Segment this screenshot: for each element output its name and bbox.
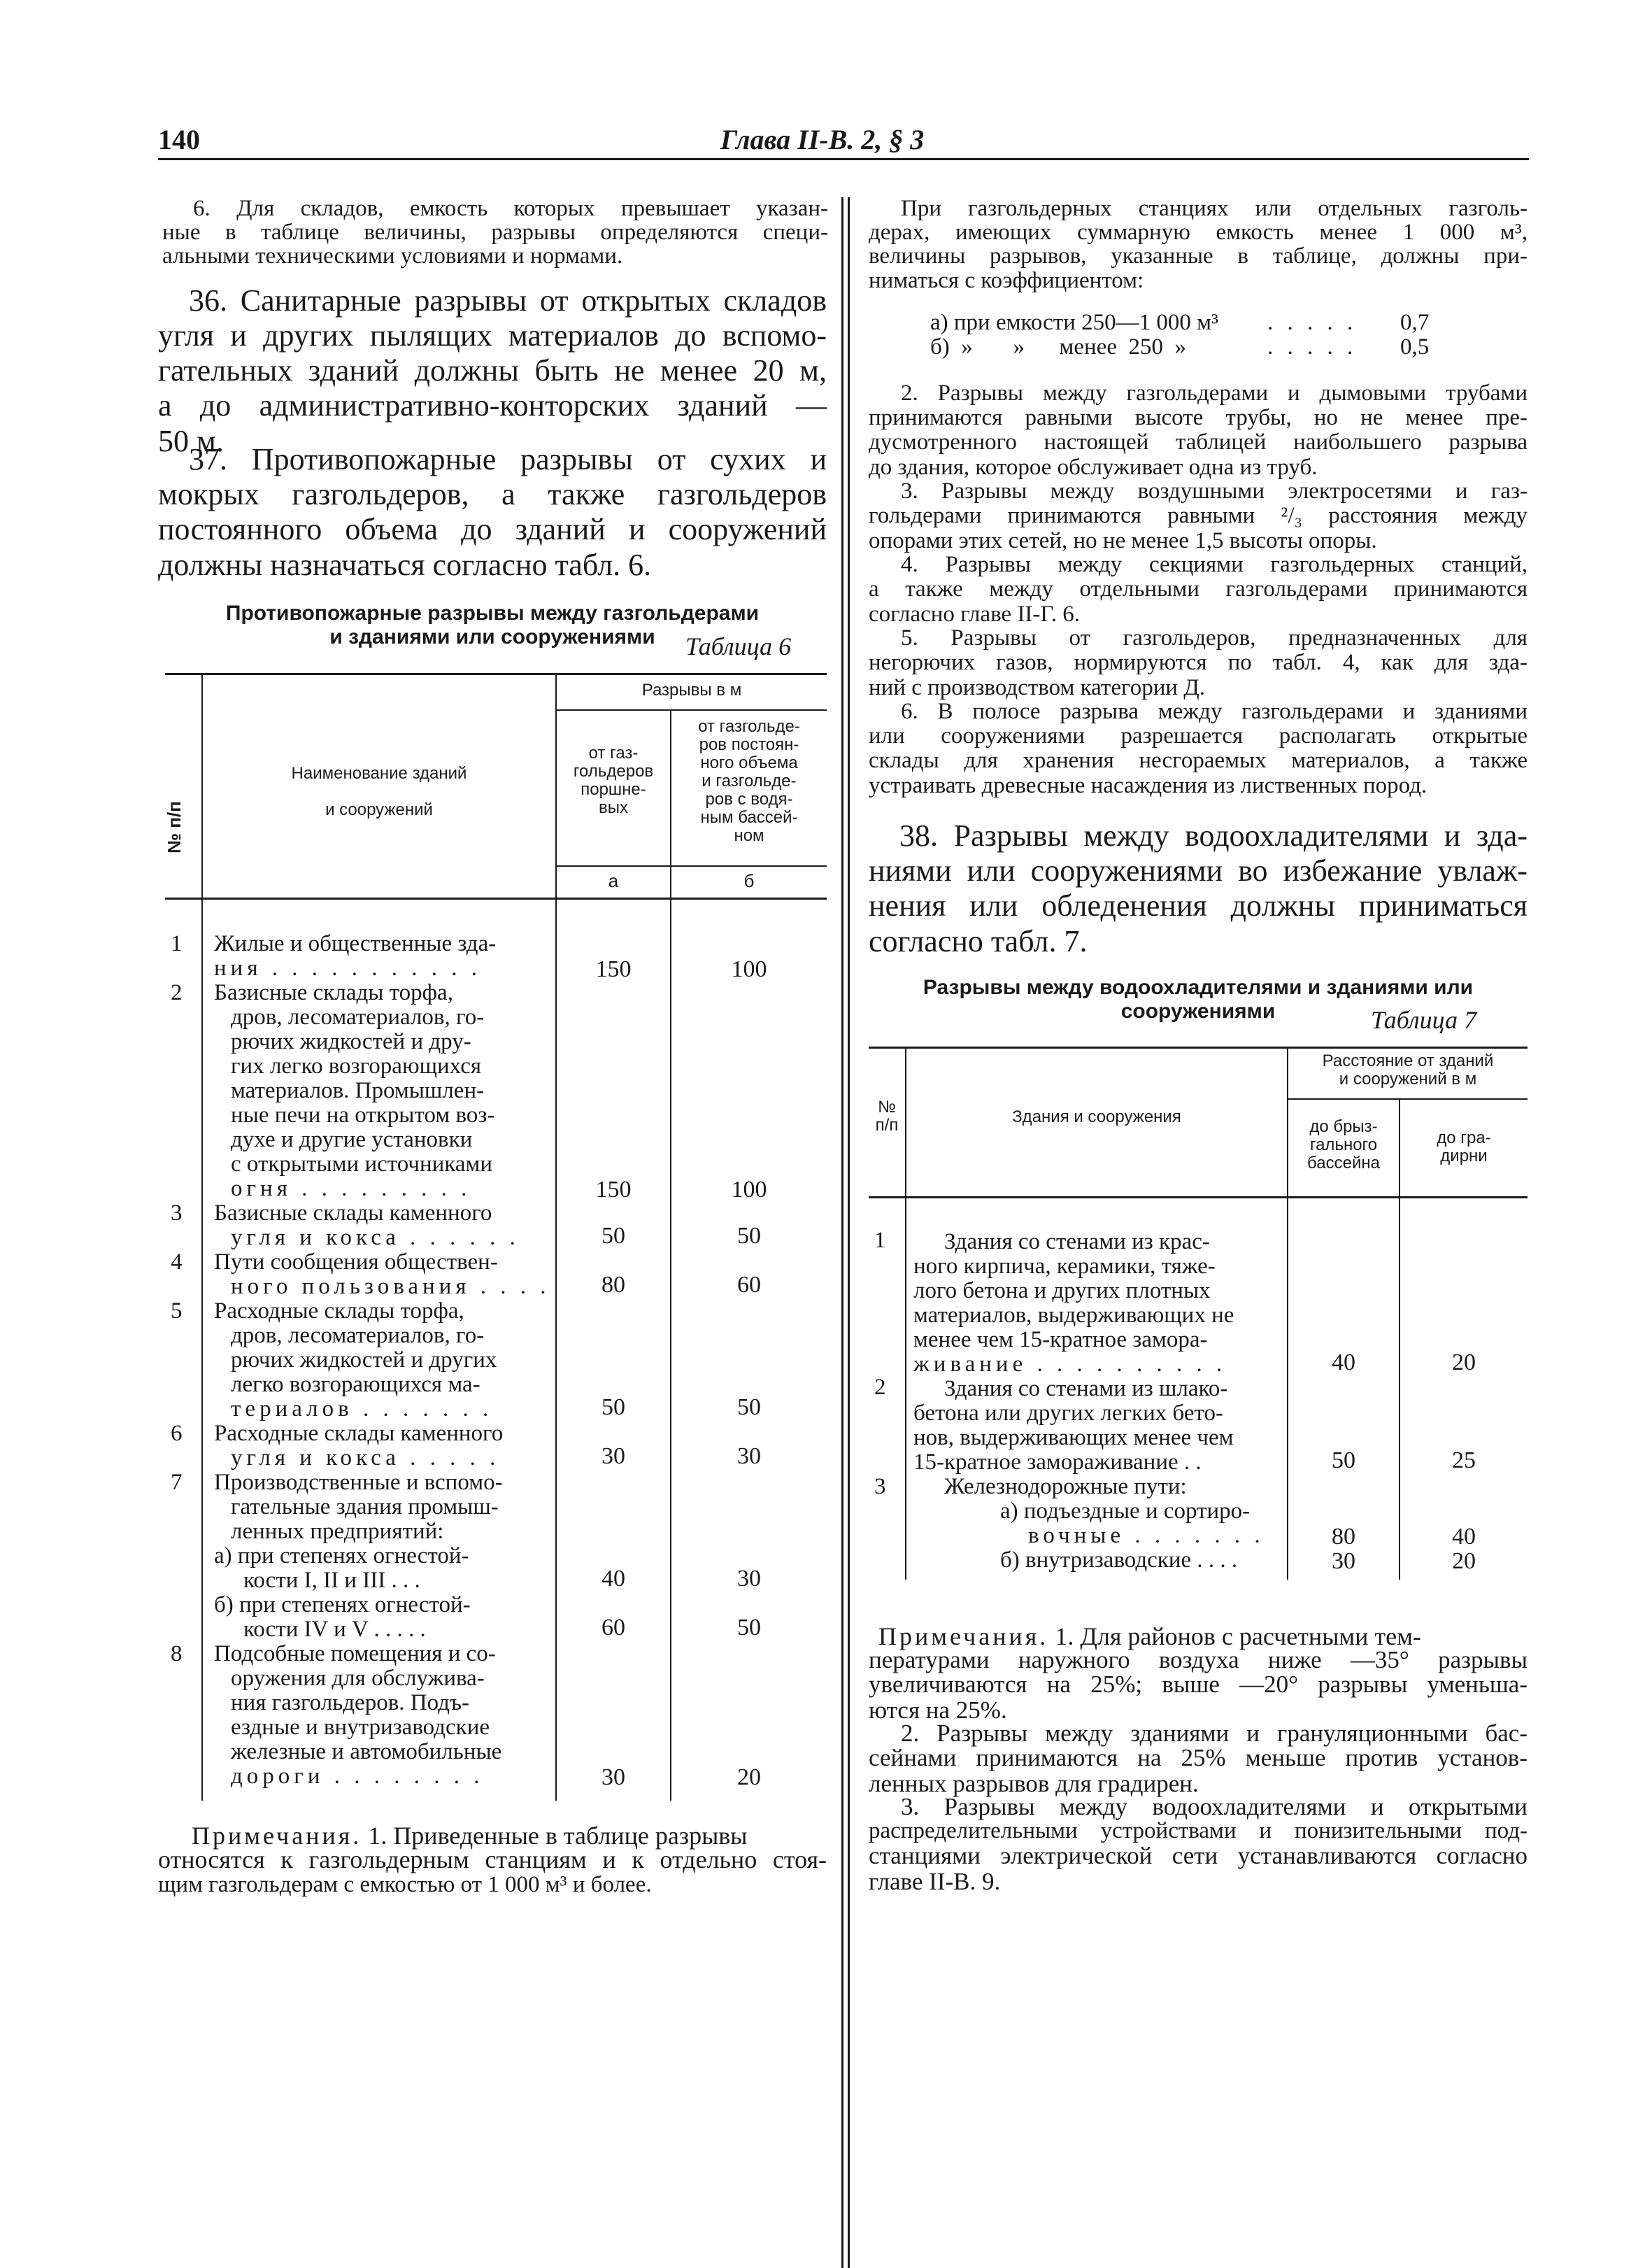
table7-top-rule — [869, 1047, 1528, 1049]
table7-vrule-1 — [905, 1047, 906, 1580]
table6-letter-rule — [555, 865, 827, 867]
value-a: 80 — [601, 1272, 625, 1298]
table6-header-bottom-rule — [165, 898, 827, 900]
table6-letter-b: б — [743, 870, 755, 891]
column-divider-2 — [848, 197, 850, 2268]
value-b: 25 — [1452, 1447, 1476, 1473]
value-b: 40 — [1452, 1524, 1476, 1550]
table7-vrule-3 — [1399, 1098, 1400, 1580]
value-b: 20 — [1452, 1349, 1476, 1375]
table7-header-num: № п/п — [875, 1098, 899, 1135]
value-a: 50 — [601, 1223, 625, 1249]
header-rule — [158, 158, 1529, 160]
row-number: 7 — [171, 1470, 183, 1495]
table6-header-name: Наименование зданий и сооружений — [291, 764, 467, 819]
row-number: 2 — [171, 980, 183, 1005]
table7-group-rule — [1287, 1098, 1528, 1100]
table7-header-col-b: до гра- дирни — [1437, 1128, 1491, 1165]
table7-header-group: Расстояние от зданий и сооружений в м — [1322, 1051, 1494, 1089]
row-number: 1 — [171, 931, 183, 956]
value-b: 30 — [737, 1566, 761, 1592]
value-b: 50 — [737, 1223, 761, 1249]
value-b: 100 — [731, 956, 767, 982]
table6-header-group: Разрывы в м — [641, 681, 742, 700]
value-a: 150 — [595, 956, 632, 982]
chapter-heading: Глава II-В. 2, § 3 — [720, 124, 925, 155]
table6-vrule-1 — [201, 673, 203, 1801]
table7-header-name: Здания и сооружения — [1012, 1107, 1181, 1126]
value-a: 50 — [601, 1394, 625, 1420]
row-number: 6 — [171, 1421, 183, 1446]
value-a: 150 — [595, 1177, 632, 1203]
value-b: 30 — [737, 1443, 761, 1469]
value-a: 40 — [601, 1566, 625, 1592]
table6-title: Противопожарные разрывы между газгольдерами и зданиями или сооружениями — [225, 602, 760, 648]
table6-top-rule — [165, 673, 827, 675]
value-b: 50 — [737, 1394, 761, 1420]
value-a: 40 — [1332, 1349, 1355, 1375]
value-b: 20 — [737, 1764, 761, 1790]
column-divider — [841, 197, 843, 2268]
table7-header-col-a: до брыз- гального бассейна — [1307, 1117, 1380, 1172]
table6-header-num: № п/п — [164, 801, 185, 853]
row-number: 5 — [171, 1298, 183, 1324]
table6-letter-a: а — [608, 870, 619, 891]
value-a: 30 — [601, 1764, 625, 1790]
row-number: 4 — [171, 1249, 183, 1275]
row-number: 8 — [171, 1641, 183, 1666]
value-a: 50 — [1332, 1447, 1355, 1473]
table7-label: Таблица 7 — [1371, 1006, 1477, 1034]
value-a: 60 — [601, 1615, 625, 1640]
row-number: 2 — [874, 1375, 886, 1400]
row-number: 3 — [874, 1474, 886, 1499]
value-b: 50 — [737, 1615, 761, 1640]
value-b: 60 — [737, 1272, 761, 1298]
table6-group-rule — [555, 709, 827, 711]
table6-label: Таблица 6 — [685, 632, 792, 660]
table6-header-col-a: от газ- гольдеров поршне- вых — [573, 744, 654, 817]
table6-header-col-b: от газгольде- ров постоян- ного объема и газгольде- ров с водя- ным бассей- ном — [698, 717, 800, 845]
value-b: 20 — [1452, 1548, 1476, 1574]
value-a: 30 — [1332, 1548, 1355, 1574]
table7-title: Разрывы между водоохладителями и зданиями или сооружениями — [923, 976, 1474, 1023]
table7-header-bottom-rule — [869, 1196, 1528, 1198]
row-number: 1 — [874, 1228, 886, 1253]
row-number: 3 — [171, 1200, 183, 1226]
page-number: 140 — [158, 124, 200, 155]
value-a: 80 — [1332, 1524, 1355, 1550]
value-b: 100 — [731, 1177, 767, 1203]
value-a: 30 — [601, 1443, 625, 1469]
